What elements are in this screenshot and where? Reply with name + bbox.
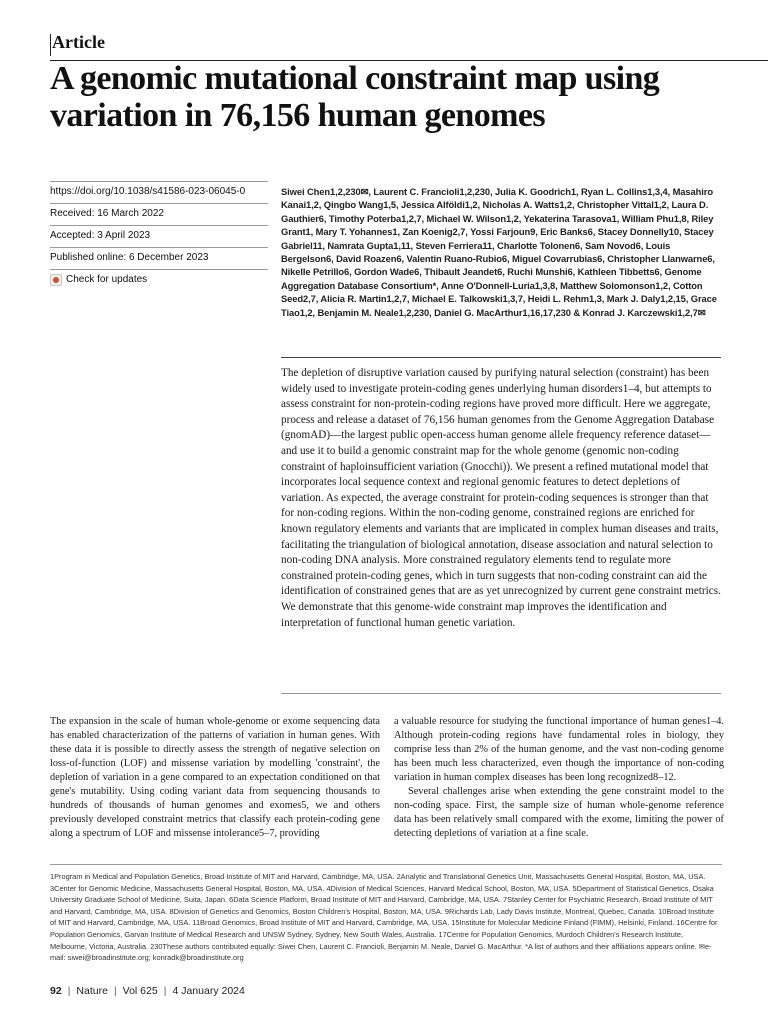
check-updates-icon <box>50 274 62 286</box>
body-column-left <box>50 715 380 841</box>
abstract: The depletion of disruptive variation caused by purifying natural selection (constraint) has been widely used to investigate protein-coding genes underlying human disorders1–4, but attempts to assess constraint for non-protein-coding regions have proved more difficult. Here we aggregate, process and release a dataset of 76,156 human genomes from the Genome Aggregation Database (gnomAD)—the largest public open-access human genome allele frequency reference dataset—and use it to build a genomic constraint map for the whole genome (genomic non-coding constraint of haploinsufficient variation (Gnocchi)). We present a refined mutational model that incorporates local sequence context and regional genomic features to detect depletions of variation. As expected, the average constraint for protein-coding sequences is stronger than that for non-coding regions. Within the non-coding genome, constrained regions are enriched for known regulatory elements and variants that are implicated in complex human diseases and traits, facilitating the triangulation of biological annotation, disease association and natural selection to non-coding DNA analysis. More constrained regulatory elements tend to regulate more constrained protein-coding genes, which in turn suggests that non-coding constraint can aid the identification of constrained genes that are as yet unrecognized by current gene constraint metrics. We demonstrate that this genome-wide constraint map improves the identification and interpretation of functional human genetic variation. <box>281 367 721 629</box>
published-date: Published online: 6 December 2023 <box>50 248 268 270</box>
body-column-right <box>394 715 724 841</box>
page-footer <box>50 985 245 997</box>
body-paragraph: Several challenges arise when extending the gene constraint model to the non-coding space. First, the sample size of human whole-genome reference data has been relatively small compared with the exome, limiting the power of detecting depletions of variation at a fine scale. <box>394 786 724 839</box>
footer-separator: | <box>113 985 117 997</box>
body-paragraph: The expansion in the scale of human whole-genome or exome sequencing data has enabled characterization of the patterns of variation in human genes. With these data it is possible to directly assess the strength of negative selection on loss-of-function (LOF) and missense variation by modelling 'constraint', the depletion of variation in a gene compared to an expectation conditioned on that gene's mutability. Using coding variant data from sequencing thousands to hundreds of thousands of human genomes and exomes5, we and others previously developed constraint metrics that classify each protein-coding gene along a spectrum of LOF and missense intolerance5–7, providing <box>50 716 380 839</box>
journal-name: Nature <box>76 985 108 997</box>
issue-date: 4 January 2024 <box>172 985 245 997</box>
abstract-top-rule <box>281 357 721 358</box>
abstract-bottom-rule <box>281 693 721 694</box>
article-title: A genomic mutational constraint map using variation in 76,156 human genomes <box>50 60 660 134</box>
header-rule-vertical <box>50 34 51 56</box>
page-number: 92 <box>50 985 62 997</box>
received-date: Received: 16 March 2022 <box>50 204 268 226</box>
author-list: Siwei Chen1,2,230✉, Laurent C. Francioli1,2,230, Julia K. Goodrich1, Ryan L. Collins1,3,4, Masahiro Kanai1,2, Qingbo Wang1,5, Jessica Alföldi1,2, Nicholas A. Watts1,2, Christopher Vittal1,2, Laura D. Gauthier6, Timothy Poterba1,2,7, Michael W. Wilson1,2, Yekaterina Tarasova1, William Phu1,8, Riley Grant1, Mary T. Yohannes1, Zan Koenig2,7, Yossi Farjoun9, Eric Banks6, Stacey Donnelly10, Stacey Gabriel11, Namrata Gupta1,11, Steven Ferriera11, Charlotte Tolonen6, Sam Novod6, Louis Bergelson6, David Roazen6, Valentin Ruano-Rubio6, Miguel Covarrubias6, Christopher Llanwarne6, Nikelle Petrillo6, Gordon Wade6, Thibault Jeandet6, Ruchi Munshi6, Kathleen Tibbetts6, Genome Aggregation Database Consortium*, Anne O'Donnell-Luria1,3,8, Matthew Solomonson1,2, Cotton Seed2,7, Alicia R. Martin1,2,7, Michael E. Talkowski1,3,7, Heidi L. Rehm1,3, Mark J. Daly1,2,15, Grace Tiao1,2, Benjamin M. Neale1,2,230, Daniel G. MacArthur1,16,17,230 & Konrad J. Karczewski1,2,7✉ <box>281 186 717 318</box>
body-paragraph: a valuable resource for studying the functional importance of human genes1–4. Although protein-coding regions have fundamental roles in biology, they comprise less than 2% of the human genome, and the vast non-coding genome has been much less characterized, even though the importance of non-coding variation in human complex diseases has been long recognized8–12. <box>394 716 724 783</box>
affiliations-footnotes: 1Program in Medical and Population Genetics, Broad Institute of MIT and Harvard, Cambridge, MA, USA. 2Analytic and Translational Genetics Unit, Massachusetts General Hospital, Boston, MA, USA. 3Center for Genomic Medicine, Massachusetts General Hospital, Boston, MA, USA. 4Division of Medical Sciences, Harvard Medical School, Boston, MA, USA. 5Department of Statistical Genetics, Osaka University Graduate School of Medicine, Suita, Japan. 6Data Science Platform, Broad Institute of MIT and Harvard, Cambridge, MA, USA. 7Stanley Center for Psychiatric Research, Broad Institute of MIT and Harvard, Cambridge, MA, USA. 8Division of Genetics and Genomics, Boston Children's Hospital, Boston, MA, USA. 9Richards Lab, Lady Davis Institute, Montreal, Quebec, Canada. 10Broad Institute of MIT and Harvard, Cambridge, MA, USA. 11Broad Genomics, Broad Institute of MIT and Harvard, Cambridge, MA, USA. 15Institute for Molecular Medicine Finland (FIMM), Helsinki, Finland. 16Centre for Population Genomics, Garvan Institute of Medical Research and UNSW Sydney, Sydney, New South Wales, Australia. 17Centre for Population Genomics, Murdoch Children's Research Institute, Melbourne, Victoria, Australia. 230These authors contributed equally: Siwei Chen, Laurent C. Francioli, Benjamin M. Neale, Daniel G. MacArthur. *A list of authors and their affiliations appears online. ✉e-mail: siwei@broadinstitute.org; konradk@broadinstitute.org <box>50 872 718 963</box>
footnote-rule <box>50 864 722 865</box>
footer-separator: | <box>67 985 71 997</box>
journal-volume: Vol 625 <box>122 985 158 997</box>
doi-link[interactable]: https://doi.org/10.1038/s41586-023-06045-0 <box>50 181 268 204</box>
accepted-date: Accepted: 3 April 2023 <box>50 226 268 248</box>
check-updates-label: Check for updates <box>66 274 148 285</box>
footer-separator: | <box>163 985 167 997</box>
article-type-label: Article <box>52 32 105 52</box>
article-meta <box>50 181 268 291</box>
check-for-updates-link[interactable] <box>50 270 268 291</box>
